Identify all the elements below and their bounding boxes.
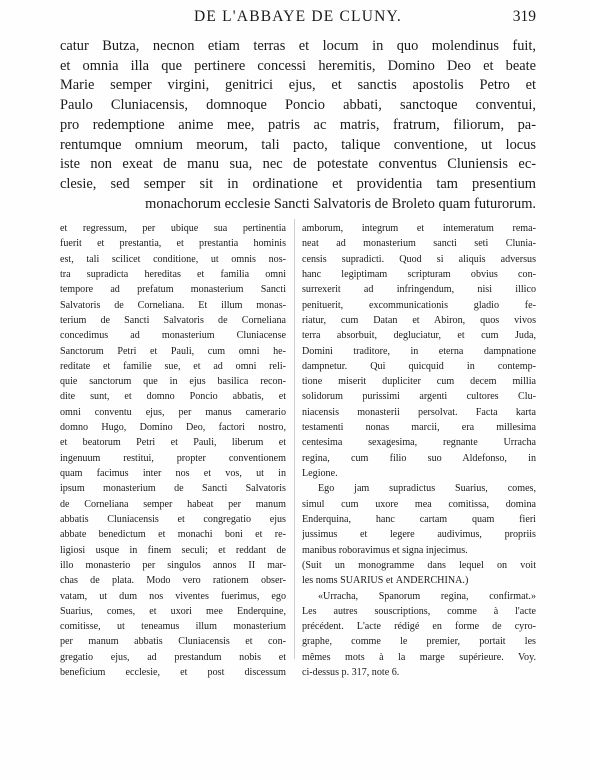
right-column bbox=[302, 221, 536, 680]
text-line: Ego jam supradictus Suarius, comes, bbox=[318, 483, 536, 495]
text-line: dampnetur. Qui quicquid in contemp- bbox=[302, 360, 536, 372]
text-line: iste non exeat de manu sua, nec de potestate conventus Cluniensis ec- bbox=[60, 156, 536, 173]
text-line: tione miserit dupliciter cum decem millia bbox=[302, 376, 536, 388]
text-line: et regressum, per ubique sua pertinentia bbox=[60, 223, 286, 234]
text-line: niacensis monasterii persolvat. Facta karta bbox=[302, 406, 536, 418]
text-line: abbatis Cluniacensis et congregatio ejus bbox=[60, 513, 286, 525]
text-line: rentumque omnium meorum, tali pacto, talique conventione, ut locus bbox=[60, 136, 536, 153]
text-line: riatur, cum Datan et Abiron, quos vivos bbox=[302, 314, 536, 326]
text-line: regina, cum filio suo Aldefonso, in bbox=[302, 452, 536, 464]
text-line: précédent. L'acte rédigé en forme de cyro- bbox=[302, 621, 536, 633]
note-end: .) bbox=[462, 575, 469, 587]
text-line: de Corneliana semper habeat per manum bbox=[60, 498, 286, 510]
text-line: penituerit, excommunicationis gladio fe- bbox=[302, 299, 536, 311]
top-paragraph bbox=[60, 37, 536, 214]
text-line: pro redemptione anime mee, patris ac matris, fratrum, filiorum, pa- bbox=[60, 116, 536, 133]
text-line: Legione. bbox=[302, 468, 338, 479]
text-line: hanc legiptimam scripturam obvius con- bbox=[302, 268, 536, 280]
text-line: terra absorbuit, degluciatur, et cum Juda, bbox=[302, 330, 536, 342]
text-line: tra supradicta hereditas et familia omni bbox=[60, 268, 286, 280]
text-line: mêmes mots à la marge supérieure. Voy. bbox=[302, 651, 536, 663]
text-line: centesima sexagesima, regnante Urracha bbox=[302, 437, 536, 449]
text-line: quie sanctorum que in ejus basilica recon- bbox=[60, 376, 286, 388]
monogram-note-line: (Suit un monogramme dans lequel on voit bbox=[302, 559, 536, 571]
text-line: chas de plata. Modo vero rationem obser- bbox=[60, 575, 286, 587]
note-name-suarius: SUARIUS bbox=[340, 575, 384, 587]
text-line: monachorum ecclesie Sancti Salvatoris de Broleto quam futurorum. bbox=[145, 195, 536, 212]
text-line: Suarius, comes, et uxori mee Enderquine, bbox=[60, 605, 286, 617]
text-line: concedimus ad monasterium Cluniacense bbox=[60, 330, 286, 342]
text-line: gregatio ejus, ad prestandum nobis et bbox=[60, 651, 286, 663]
text-line: Paulo Cluniacensis, domnoque Poncio abbati, sanctoque conventui, bbox=[60, 97, 536, 114]
text-line: tempore ad prefatum monasterium Sancti bbox=[60, 284, 286, 296]
text-line: beneficium ecclesie, et post discessum bbox=[60, 667, 286, 679]
note-prefix: les noms bbox=[302, 575, 341, 587]
text-line: graphe, comme le premier, portait les bbox=[302, 636, 536, 648]
text-line: jussimus et legere audivimus, propriis bbox=[302, 529, 536, 541]
text-line: ipsum monasterium de Sancti Salvatoris bbox=[60, 483, 286, 495]
text-line: fuerit et prestantia, et prestantia hominis bbox=[60, 238, 286, 250]
text-line: Sanctorum Petri et Pauli, cum omni he- bbox=[60, 345, 286, 357]
text-line: domno Hugo, Domino Deo, factori nostro, bbox=[60, 422, 286, 434]
text-line: ligiosi usque in finem seculi; et reddant de bbox=[60, 544, 286, 556]
note-name-anderchina: ANDERCHINA bbox=[395, 575, 463, 587]
page-number: 319 bbox=[512, 8, 536, 25]
text-line: Domini traditore, in eterna dampnatione bbox=[302, 345, 536, 357]
text-line: testamenti nonas marcii, era millesima bbox=[302, 422, 536, 434]
text-line: et omnia illa que pertinere concessi heremitis, Domino Deo et beate bbox=[60, 57, 536, 74]
text-line: ingenuum restitui, propter conventionem bbox=[60, 452, 286, 464]
text-line: omni conventu ejus, per manus camerario bbox=[60, 406, 286, 418]
text-line: illo monasterio per singulos annos II mar- bbox=[60, 559, 286, 571]
left-column bbox=[60, 221, 286, 680]
running-title: DE L'ABBAYE DE CLUNY. bbox=[194, 8, 402, 25]
text-line: amborum, integrum et intemeratum rema- bbox=[302, 223, 536, 234]
running-header bbox=[60, 8, 536, 34]
text-line: neat ad monasterium sancti seti Cluniа- bbox=[302, 238, 536, 250]
text-line: dite sunt, et domno Poncio abbatis, et bbox=[60, 391, 286, 403]
text-line: quam facimus inter nos et vos, ut in bbox=[60, 468, 286, 479]
text-line: et beatorum Petri et Pauli, liberum et bbox=[60, 437, 286, 449]
text-line: Enderquina, hanc cartam quam fieri bbox=[302, 513, 536, 525]
text-line: catur Butza, necnon etiam terras et locum in quo molendinus fuit, bbox=[60, 38, 536, 54]
text-line: censis supradicti. Quod si aliquis adversus bbox=[302, 253, 536, 265]
text-line: Les autres souscriptions, comme à l'acte bbox=[302, 605, 536, 617]
text-line: est, tali scilicet conditione, ut omnis nos- bbox=[60, 253, 286, 265]
text-line: ci-dessus p. 317, note 6. bbox=[302, 667, 400, 679]
text-line: vatam, ut dum nos viventes fuerimus, ego bbox=[60, 590, 286, 602]
text-line: comitisse, ut teneamus illum monasterium bbox=[60, 621, 286, 633]
text-line: simul cum uxore mea comitissa, domina bbox=[302, 498, 536, 510]
text-line: manibus roboravimus et signa injecimus. bbox=[302, 544, 468, 556]
text-line: terium de Sancti Salvatoris de Corneliana bbox=[60, 314, 286, 326]
text-line: Marie semper virgini, genitrici ejus, et sanctis apostolis Petro et bbox=[60, 77, 536, 94]
text-line: solidorum purissimi argenti cultores Clu- bbox=[302, 391, 536, 403]
text-line: surrexerit ad infringendum, nisi illico bbox=[302, 284, 536, 296]
note-mid: et bbox=[383, 575, 396, 587]
column-divider bbox=[294, 219, 295, 659]
text-line: abbate benedictum et monachi boni et re- bbox=[60, 529, 286, 541]
text-line: clesie, sed semper sit in ordinatione et providentia tam presentium bbox=[60, 175, 536, 192]
text-line: reditate et familie sue, et ad omni reli- bbox=[60, 360, 286, 372]
text-line: Salvatoris de Corneliana. Et illum monas- bbox=[60, 299, 286, 311]
monogram-note-line bbox=[302, 573, 536, 588]
text-line: «Urracha, Spanorum regina, confirmat.» bbox=[318, 590, 536, 602]
text-line: per manum abbatis Cluniacensis et con- bbox=[60, 636, 286, 648]
